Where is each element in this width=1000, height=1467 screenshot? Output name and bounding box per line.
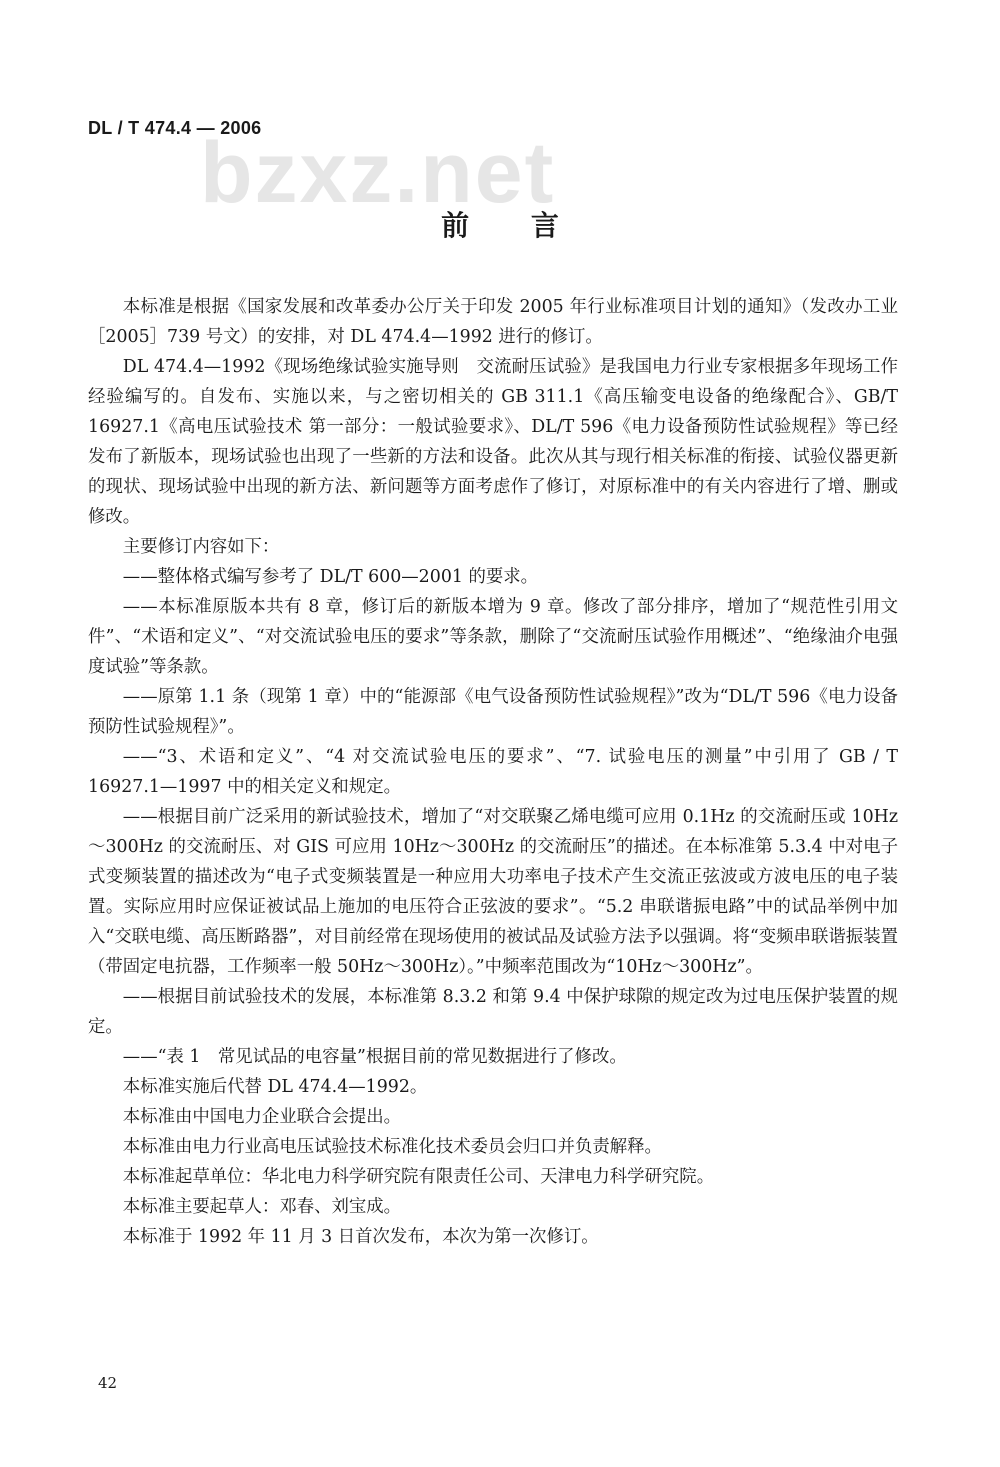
list-item: ——原第 1.1 条（现第 1 章）中的“能源部《电气设备预防性试验规程》”改为“DL/T 596《电力设备预防性试验规程》”。 (88, 687, 898, 737)
page-title: 前 言 (441, 209, 585, 242)
list-item: ——根据目前广泛采用的新试验技术，增加了“对交联聚乙烯电缆可应用 0.1Hz 的交流耐压或 10Hz～300Hz 的交流耐压、对 GIS 可应用 10Hz～300Hz 的交流耐压”的描述。在本标准第 5.3.4 中对电子式变频装置的描述改为“电子式变频装置是一种应用大功率电子技术产生交流正弦波或方波电压的电子装置。实际应用时应保证被试品上施加的电压符合正弦波的要求”。“5.2 串联谐振电路”中的试品举例中加入“交联电缆、高压断路器”，对目前经常在现场使用的被试品及试验方法予以强调。将“变频串联谐振装置（带固定电抗器，工作频率一般 50Hz～300Hz）。”中频率范围改为“10Hz～300Hz”。 (88, 807, 898, 977)
paragraph: 本标准由中国电力企业联合会提出。 (122, 1107, 402, 1127)
paragraph: 主要修订内容如下： (122, 537, 280, 557)
list-item: ——“表 1 常见试品的电容量”根据目前的常见数据进行了修改。 (122, 1047, 627, 1067)
list-item: ——本标准原版本共有 8 章，修订后的新版本增为 9 章。修改了部分排序，增加了“规范性引用文件”、“术语和定义”、“对交流试验电压的要求”等条款，删除了“交流耐压试验作用概述”、“绝缘油介电强度试验”等条款。 (88, 597, 898, 677)
paragraph: DL 474.4—1992《现场绝缘试验实施导则 交流耐压试验》是我国电力行业专家根据多年现场工作经验编写的。自发布、实施以来，与之密切相关的 GB 311.1《高压输变电设备的绝缘配合》、GB/T 16927.1《高电压试验技术 第一部分：一般试验要求》、DL/T 596《电力设备预防性试验规程》等已经发布了新版本，现场试验也出现了一些新的方法和设备。此次从其与现行相关标准的衔接、试验仪器更新的现状、现场试验中出现的新方法、新问题等方面考虑作了修订，对原标准中的有关内容进行了增、删或修改。 (88, 357, 898, 527)
watermark-logo: bzxz.net (200, 125, 556, 221)
body-text (88, 292, 898, 1252)
list-item: ——整体格式编写参考了 DL/T 600—2001 的要求。 (122, 567, 539, 587)
page-number: 42 (98, 1374, 118, 1392)
paragraph: 本标准主要起草人：邓春、刘宝成。 (122, 1197, 402, 1217)
standard-number: DL / T 474.4 — 2006 (88, 118, 262, 138)
list-item: ——“3、术语和定义”、“4 对交流试验电压的要求”、“7. 试验电压的测量”中引用了 GB / T 16927.1—1997 中的相关定义和规定。 (88, 747, 898, 797)
paragraph: 本标准于 1992 年 11 月 3 日首次发布，本次为第一次修订。 (122, 1227, 599, 1247)
list-item: ——根据目前试验技术的发展，本标准第 8.3.2 和第 9.4 中保护球隙的规定改为过电压保护装置的规定。 (88, 987, 898, 1037)
paragraph: 本标准起草单位：华北电力科学研究院有限责任公司、天津电力科学研究院。 (122, 1167, 715, 1187)
paragraph: 本标准由电力行业高电压试验技术标准化技术委员会归口并负责解释。 (122, 1137, 662, 1157)
paragraph: 本标准是根据《国家发展和改革委办公厅关于印发 2005 年行业标准项目计划的通知》（发改办工业［2005］739 号文）的安排，对 DL 474.4—1992 进行的修订。 (88, 297, 898, 347)
paragraph: 本标准实施后代替 DL 474.4—1992。 (122, 1077, 428, 1097)
